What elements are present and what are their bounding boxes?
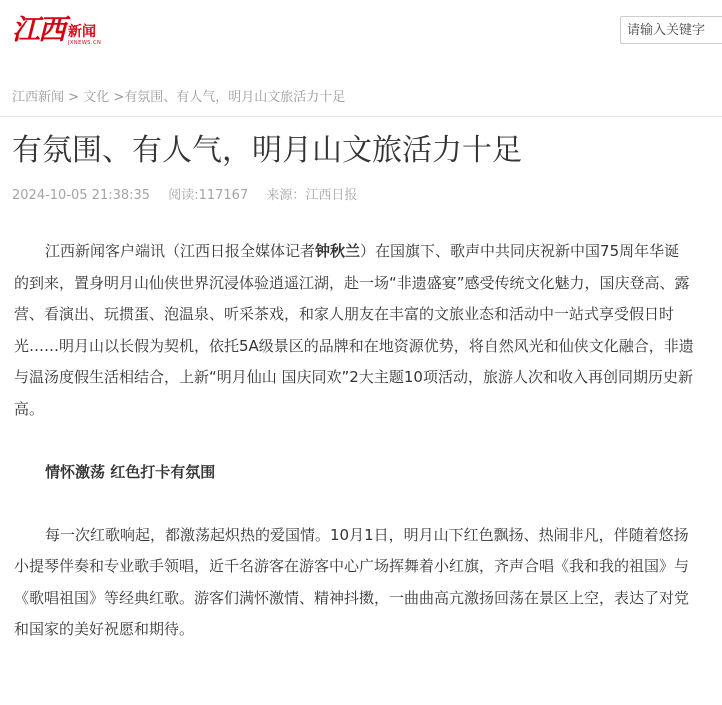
article-body: [14, 236, 694, 646]
article-paragraph: [14, 236, 694, 425]
site-logo[interactable]: [12, 14, 101, 46]
read-count: 阅读:117167: [168, 188, 249, 203]
search-input[interactable]: [620, 16, 722, 44]
breadcrumb-separator: >: [64, 90, 84, 105]
paragraph-text: ）在国旗下、歌声中共同庆祝新中国75周年华诞的到来，置身明月山仙侠世界沉浸体验逍遥江湖，赴一场“非遗盛宴”感受传统文化魅力，国庆登高、露营、看演出、玩掼蛋、泡温泉、听采茶戏，和家人朋友在丰富的文旅业态和活动中一站式享受假日时光……明月山以长假为契机，依托5A级景区的品牌和在地资源优势，将自然风光和仙侠文化融合，非遗与温汤度假生活相结合，上新“明月仙山 国庆同欢”2大主题10项活动，旅游人次和收入再创同期历史新高。: [14, 242, 694, 418]
logo-mark: 江西: [12, 13, 65, 46]
article-meta: [12, 184, 371, 203]
breadcrumb-separator: >: [109, 90, 125, 105]
paragraph-text: 江西新闻客户端讯（江西日报全媒体记者: [45, 242, 316, 260]
paragraph-spacer: [14, 425, 694, 457]
breadcrumb-section-link[interactable]: 文化: [83, 90, 110, 105]
breadcrumb-current: 有氛围、有人气，明月山文旅活力十足: [124, 90, 346, 105]
logo-domain-text: JXNEWS.CN: [68, 40, 102, 46]
header: [0, 0, 722, 62]
article-subheading: 情怀激荡 红色打卡有氛围: [45, 462, 216, 481]
article-title: 有氛围、有人气，明月山文旅活力十足: [12, 133, 522, 168]
breadcrumb: [12, 86, 345, 105]
logo-news-text: 新闻: [68, 24, 97, 40]
article-source: 来源：江西日报: [266, 188, 358, 203]
reporter-name: 钟秋兰: [315, 242, 361, 260]
article-paragraph: 每一次红歌响起，都激荡起炽热的爱国情。10月1日，明月山下红色飘扬、热闹非凡，伴随着悠扬小提琴伴奏和专业歌手领唱，近千名游客在游客中心广场挥舞着小红旗，齐声合唱《我和我的祖国》与《歌唱祖国》等经典红歌。游客们满怀激情、精神抖擞，一曲曲高亢激扬回荡在景区上空，表达了对党和国家的美好祝愿和期待。: [14, 525, 690, 638]
paragraph-spacer: [14, 488, 694, 520]
breadcrumb-home-link[interactable]: 江西新闻: [12, 90, 65, 105]
header-divider: [0, 116, 722, 117]
publish-date: 2024-10-05 21:38:35: [12, 188, 151, 203]
logo-side: [68, 24, 101, 46]
